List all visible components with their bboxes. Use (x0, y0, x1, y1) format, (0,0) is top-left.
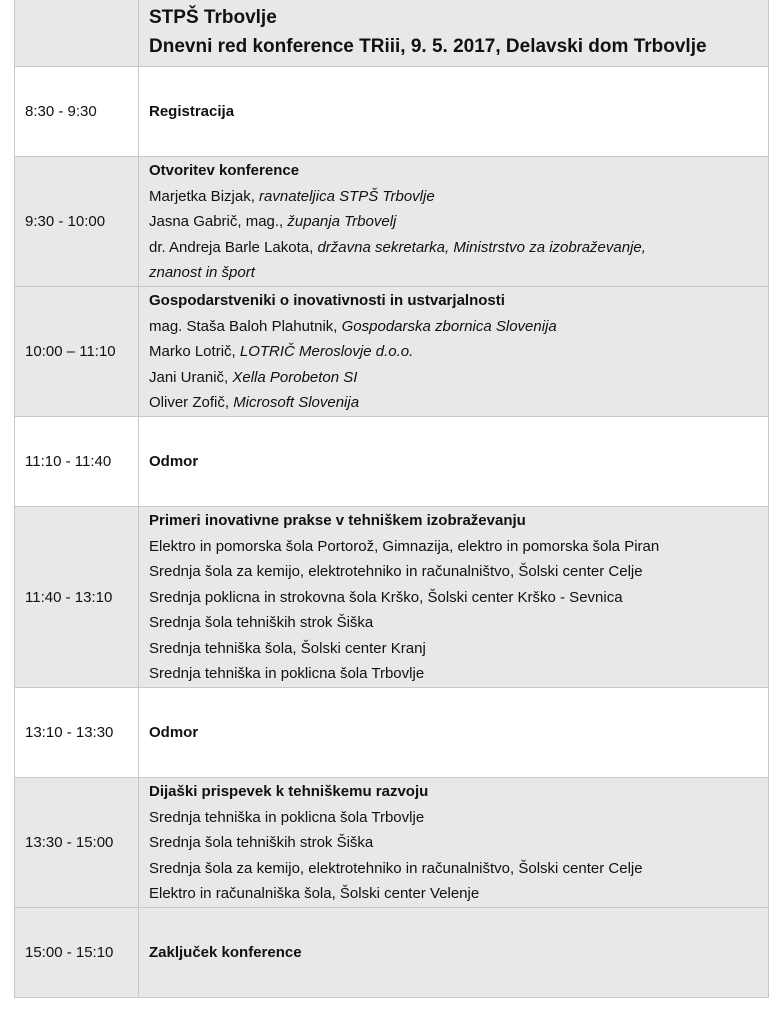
speaker-line (149, 390, 760, 416)
agenda-row-break (14, 688, 769, 778)
header-content-cell (139, 0, 769, 66)
agenda-row-students (14, 778, 769, 908)
agenda-row-registration (14, 67, 769, 157)
content-cell (139, 688, 769, 777)
time-cell: 13:10 - 13:30 (14, 688, 139, 777)
time-cell: 15:00 - 15:10 (14, 908, 139, 997)
session-title: Zaključek konference (149, 944, 302, 961)
content-cell (139, 417, 769, 506)
speaker-line (149, 235, 760, 261)
session-title: Gospodarstveniki o inovativnosti in ustvarjalnosti (149, 292, 505, 309)
speaker-line (149, 209, 760, 235)
speaker-line (149, 260, 760, 286)
school-line: Srednja poklicna in strokovna šola Krško, Šolski center Krško - Sevnica (149, 588, 623, 606)
school-line: Srednja tehniška in poklicna šola Trbovlje (149, 808, 425, 826)
session-title: Otvoritev konference (149, 162, 300, 179)
speaker-name: dr. Andreja Barle Lakota, (149, 238, 318, 256)
speaker-role: Gospodarska zbornica Slovenija (341, 317, 557, 335)
speaker-line (149, 339, 760, 365)
speaker-role: Xella Porobeton SI (232, 368, 358, 386)
content-cell (139, 67, 769, 156)
school-line: Srednja tehniška šola, Šolski center Kranj (149, 639, 426, 657)
school-line: Srednja tehniška in poklicna šola Trbovlje (149, 665, 425, 682)
agenda-row-break (14, 417, 769, 507)
speaker-role: Microsoft Slovenija (233, 394, 360, 411)
speaker-name: Jani Uranič, (149, 368, 233, 386)
session-title: Primeri inovativne prakse v tehniškem izobraževanju (149, 512, 526, 529)
speaker-role: državna sekretarka, Ministrstvo za izobraževanje, (317, 238, 646, 256)
agenda-row-closing (14, 908, 769, 998)
content-cell (139, 287, 769, 416)
speaker-line (149, 184, 760, 210)
speaker-line (149, 314, 760, 340)
agenda-row-practice (14, 507, 769, 688)
session-title: Registracija (149, 103, 235, 120)
school-line: Srednja šola tehniških strok Šiška (149, 614, 374, 631)
time-cell: 13:30 - 15:00 (14, 778, 139, 907)
school-name: STPŠ Trbovlje (149, 7, 277, 28)
speaker-role: LOTRIČ Meroslovje d.o.o. (239, 343, 414, 360)
speaker-role: znanost in šport (149, 264, 255, 281)
agenda-row-opening (14, 157, 769, 287)
agenda-header-row (14, 0, 769, 67)
time-cell: 11:10 - 11:40 (14, 417, 139, 506)
session-title: Odmor (149, 724, 199, 741)
speaker-role: ravnateljica STPŠ Trbovlje (259, 187, 435, 205)
agenda-title: Dnevni red konference TRiii, 9. 5. 2017, Delavski dom Trbovlje (149, 36, 707, 57)
school-line: Elektro in računalniška šola, Šolski center Velenje (149, 885, 480, 902)
session-title: Dijaški prispevek k tehniškemu razvoju (149, 783, 429, 800)
time-cell: 8:30 - 9:30 (14, 67, 139, 156)
speaker-name: Marko Lotrič, (149, 343, 240, 360)
agenda-table (14, 0, 769, 998)
school-line: Srednja šola za kemijo, elektrotehniko in računalništvo, Šolski center Celje (149, 563, 643, 580)
header-time-cell (14, 0, 139, 66)
content-cell (139, 157, 769, 286)
time-cell: 10:00 – 11:10 (14, 287, 139, 416)
speaker-role: županja Trbovelj (287, 213, 397, 230)
school-line: Srednja šola za kemijo, elektrotehniko in računalništvo, Šolski center Celje (149, 859, 643, 877)
time-cell: 11:40 - 13:10 (14, 507, 139, 687)
school-line: Srednja šola tehniških strok Šiška (149, 834, 374, 851)
content-cell (139, 908, 769, 997)
speaker-name: Jasna Gabrič, mag., (149, 213, 288, 230)
speaker-line (149, 365, 760, 391)
session-title: Odmor (149, 453, 199, 470)
speaker-name: mag. Staša Baloh Plahutnik, (149, 317, 342, 335)
speaker-name: Marjetka Bizjak, (149, 187, 260, 205)
content-cell (139, 778, 769, 907)
time-cell: 9:30 - 10:00 (14, 157, 139, 286)
content-cell (139, 507, 769, 687)
agenda-row-business (14, 287, 769, 417)
school-line: Elektro in pomorska šola Portorož, Gimnazija, elektro in pomorska šola Piran (149, 537, 660, 555)
speaker-name: Oliver Zofič, (149, 394, 234, 411)
